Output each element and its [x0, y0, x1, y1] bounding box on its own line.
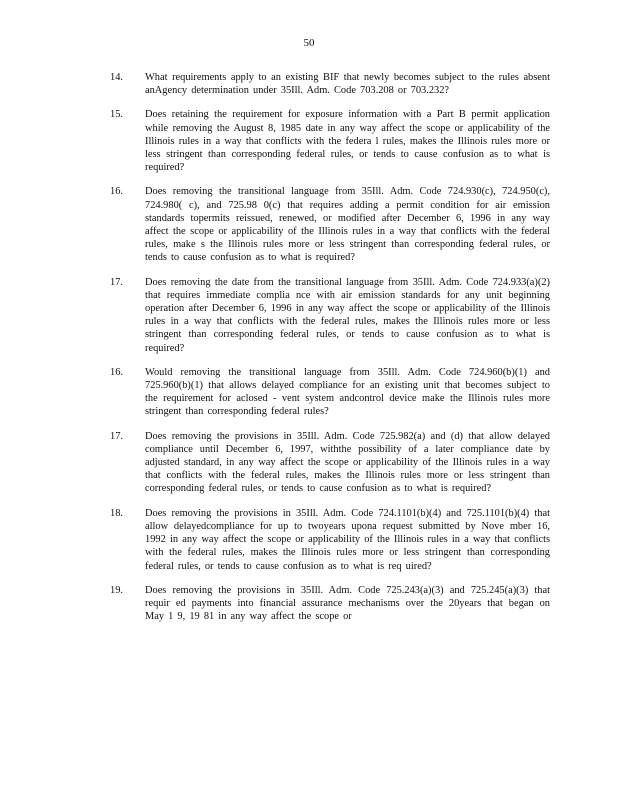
question-item — [110, 584, 550, 624]
question-text: Does removing the transitional language from 35Ill. Adm. Code 724.930(c), 724.950(c), 724.980( c), and 725.98 0(c) that requires adding a permit condition for air emission standards topermits reissued, renewed, or modified after December 6, 1996 in any way affect the scope or applicability of the Illinois rules in a way that conflicts with the federal rules, make s the Illinois rules more or less stringent than corresponding federal rules, or tends to cause confusion as to what is required? — [145, 186, 550, 264]
question-text: What requirements apply to an existing BIF that newly becomes subject to the rules absent anAgency determination under 35Ill. Adm. Code 703.208 or 703.232? — [145, 72, 550, 97]
question-item — [110, 71, 550, 97]
question-number: 17. — [110, 430, 123, 442]
question-item — [110, 366, 550, 419]
question-text: Does removing the provisions in 35Ill. Adm. Code 725.243(a)(3) and 725.245(a)(3) that requir ed payments into financial assurance mechanisms over the 20years that began on May 1 9, 19 81 in any way affect the scope or — [145, 584, 550, 623]
question-item — [110, 108, 550, 174]
question-item — [110, 185, 550, 264]
question-text: Does retaining the requirement for exposure information with a Part B permit application while removing the August 8, 1985 date in any way affect the scope or applicability of the Illinois rules in a way that conflicts with the federa l rules, makes the Illinois rules more or less stringent than corresponding federal rules, or tends to cause confusion as to what is required? — [145, 109, 550, 174]
question-text: Does removing the date from the transitional language from 35Ill. Adm. Code 724.933(a)(2) that requires immediate complia nce with air emission standards for any unit beginning operation after December 6, 1996 in any way affect the scope or applicability of the Illinois rules in a way that conflicts with the federal rules, makes the Illinois rules more or less stringent than corresponding federal rules, or tends to cause confusion as to what is required? — [145, 276, 550, 354]
question-number: 14. — [110, 72, 123, 83]
question-text: Would removing the transitional language from 35Ill. Adm. Code 724.960(b)(1) and 725.960(b)(1) that allows delayed compliance for an existing unit that becomes subject to the requirement for aclosed - vent system andcontrol device make the Illinois rules more stringent than corresponding federal rules? — [145, 366, 550, 418]
question-item — [110, 276, 550, 355]
question-text: Does removing the provisions in 35Ill. Adm. Code 724.1101(b)(4) and 725.1101(b)(4) that allow delayedcompliance for up to twoyears upona request submitted by Nove mber 16, 1992 in any way affect the scope or applicability of the Illinois rules in a way that conflicts with the federal rules, makes the Illinois rules more or less stringent than corresponding federal rules, or tends to cause confusion as to what is req uired? — [145, 507, 550, 572]
question-number: 18. — [110, 507, 123, 519]
question-number: 16. — [110, 366, 123, 378]
page-number: 50 — [303, 37, 315, 49]
question-number: 17. — [110, 276, 123, 288]
question-number: 19. — [110, 584, 123, 596]
question-text: Does removing the provisions in 35Ill. Adm. Code 725.982(a) and (d) that allow delayed compliance until December 6, 1997, withthe possibility of a later compliance date by adjusted standard, in any way affect the scope or applicability of the Illinois rules in a way that conflicts with the federal rules, makes the Illinois rules more or less stringent than corresponding federal rules, or tends to cause confusion as to what is required? — [145, 430, 550, 495]
question-number: 15. — [110, 109, 123, 121]
question-item — [110, 430, 550, 496]
question-item — [110, 507, 550, 573]
question-list — [110, 71, 550, 634]
question-number: 16. — [110, 186, 123, 198]
